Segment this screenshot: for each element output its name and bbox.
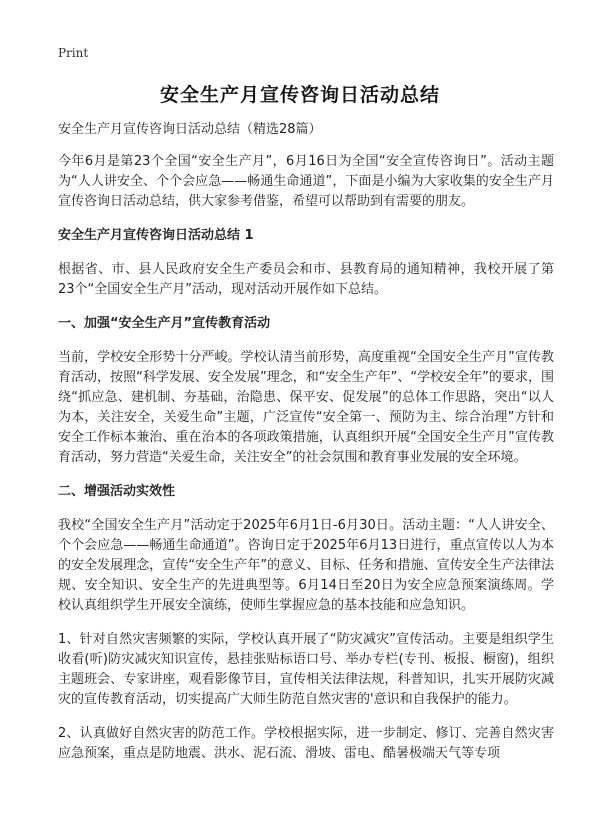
document-body [58, 120, 554, 778]
intro-paragraph: 今年6月是第23个全国“安全生产月”，6月16日为全国“安全宣传咨询日”。活动主题为“人人讲安全、个个会应急——畅通生命通道”，下面是小编为大家收集的安全生产月宣传咨询日活动总结，供大家参考借鉴，希望可以帮助到有需要的朋友。 [58, 154, 554, 209]
part2-heading: 二、增强活动实效性 [58, 484, 176, 499]
section-heading: 安全生产月宣传咨询日活动总结 1 [58, 228, 254, 243]
part1-heading: 一、加强“安全生产月”宣传教育活动 [58, 316, 271, 331]
page-title: 安全生产月宣传咨询日活动总结 [159, 84, 440, 106]
section-intro-paragraph: 根据省、市、县人民政府安全生产委员会和市、县教育局的通知精神，我校开展了第23个“全国安全生产月”活动，现对活动开展作如下总结。 [58, 262, 554, 297]
print-label: Print [58, 46, 89, 60]
point1-paragraph: 1、针对自然灾害频繁的实际，学校认真开展了“防灾减灾”宣传活动。主要是组织学生收看(听)防灾减灾知识宣传，悬挂张贴标语口号、举办专栏(专刊、板报、橱窗)，组织主题班会、专家讲座，观看影像节目，宣传相关法律法规，科普知识，扎实开展防灾减灾的宣传教育活动，切实提高广大师生防范自然灾害的'意识和自我保护的能力。 [58, 632, 554, 707]
document-subtitle: 安全生产月宣传咨询日活动总结（精选28篇） [58, 122, 322, 137]
point2-paragraph: 2、认真做好自然灾害的防范工作。学校根据实际，进一步制定、修订、完善自然灾害应急预案，重点是防地震、洪水、泥石流、滑坡、雷电、酷暑极端天气等专项 [58, 726, 554, 761]
part2-paragraph: 我校“全国安全生产月”活动定于2025年6月1日-6月30日。活动主题：“人人讲安全、个个会应急——畅通生命通道”。咨询日定于2025年6月13日进行，重点宣传以人为本的安全发展理念，宣传“安全生产年”的意义、目标、任务和措施、宣传安全生产法律法规、安全知识、安全生产的先进典型等。6月14日至20日为安全应急预案演练周。学校认真组织学生开展安全演练，使师生掌握应急的基本技能和应急知识。 [58, 518, 554, 613]
part1-paragraph: 当前，学校安全形势十分严峻。学校认清当前形势，高度重视“全国安全生产月”宣传教育活动，按照“科学发展、安全发展”理念，和“安全生产年”、“学校安全年”的要求，围绕“抓应急、建机制、夯基础，治隐患、保平安、促发展”的总体工作思路，突出“以人为本，关注安全，关爱生命”主题，广泛宣传“安全第一、预防为主、综合治理”方针和安全工作标本兼治、重在治本的各项政策措施，认真组织开展“全国安全生产月”宣传教育活动，努力营造“关爱生命，关注安全”的社会氛围和教育事业发展的安全环境。 [58, 350, 554, 465]
